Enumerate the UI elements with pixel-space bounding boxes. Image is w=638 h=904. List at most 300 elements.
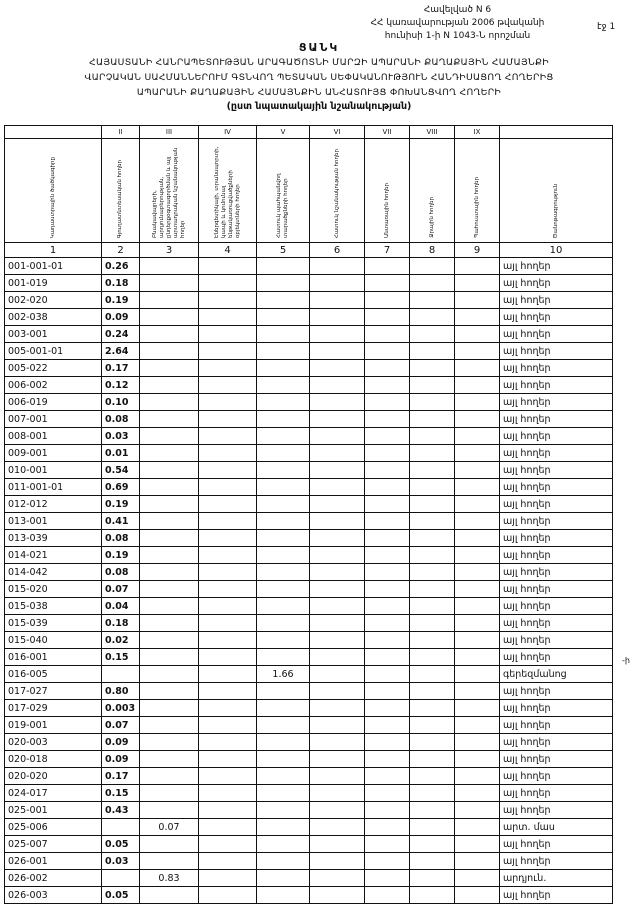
table-row [5,479,613,496]
cadastral-code-cell: 005-022 [5,360,102,377]
settlement-industrial-land-cell [140,428,199,445]
roman-header-cell [5,126,102,139]
forest-land-cell [365,717,410,734]
protected-area-land-cell [257,326,310,343]
column-number-cell: 1 [5,243,102,258]
special-purpose-land-cell [310,428,365,445]
protected-area-land-cell [257,462,310,479]
forest-land-cell [365,666,410,683]
energy-transport-land-cell [199,258,257,275]
special-purpose-land-cell [310,819,365,836]
special-purpose-land-cell [310,853,365,870]
reserve-land-cell [455,309,500,326]
note-cell: այլ հողեր [500,326,613,343]
forest-land-cell [365,258,410,275]
agricultural-land-cell: 0.10 [102,394,140,411]
forest-land-cell [365,411,410,428]
special-purpose-land-cell [310,343,365,360]
special-purpose-land-cell [310,615,365,632]
note-cell: այլ հողեր [500,802,613,819]
cadastral-code-cell: 017-029 [5,700,102,717]
note-cell: այլ հողեր [500,360,613,377]
settlement-industrial-land-cell [140,513,199,530]
agricultural-land-cell: 0.05 [102,836,140,853]
forest-land-cell [365,802,410,819]
forest-land-cell [365,734,410,751]
cadastral-code-cell: 015-020 [5,581,102,598]
reserve-land-cell [455,615,500,632]
water-land-cell [410,513,455,530]
forest-land-cell [365,377,410,394]
energy-transport-land-cell [199,377,257,394]
cadastral-code-cell: 005-001-01 [5,343,102,360]
column-header-label: Անտառային հողեր [383,183,390,238]
reserve-land-cell [455,887,500,904]
cadastral-code-cell: 002-038 [5,309,102,326]
reserve-land-cell [455,275,500,292]
reserve-land-cell [455,717,500,734]
reserve-land-cell [455,564,500,581]
column-header-label: Ծանոթագրություն [552,183,559,238]
energy-transport-land-cell [199,428,257,445]
column-header-cell [5,139,102,243]
agricultural-land-cell: 0.41 [102,513,140,530]
reserve-land-cell [455,377,500,394]
energy-transport-land-cell [199,666,257,683]
roman-header-cell: VI [310,126,365,139]
margin-mark: -ի [622,656,630,665]
reserve-land-cell [455,598,500,615]
water-land-cell [410,836,455,853]
roman-header-cell: VIII [410,126,455,139]
table-row [5,394,613,411]
special-purpose-land-cell [310,598,365,615]
roman-header-cell: IX [455,126,500,139]
column-header-label: Կադաստրային ծածկագիրը [49,156,56,238]
cadastral-code-cell: 017-027 [5,683,102,700]
settlement-industrial-land-cell [140,836,199,853]
special-purpose-land-cell [310,717,365,734]
forest-land-cell [365,428,410,445]
agricultural-land-cell: 0.09 [102,309,140,326]
water-land-cell [410,615,455,632]
column-header-label: Հատուկ պահպանվող տարածքների հողեր [276,173,289,238]
note-cell: այլ հողեր [500,564,613,581]
energy-transport-land-cell [199,581,257,598]
agricultural-land-cell: 0.003 [102,700,140,717]
note-cell: այլ հողեր [500,785,613,802]
note-cell: այլ հողեր [500,598,613,615]
column-header-row [5,139,613,243]
water-land-cell [410,751,455,768]
water-land-cell [410,343,455,360]
forest-land-cell [365,326,410,343]
reserve-land-cell [455,666,500,683]
settlement-industrial-land-cell [140,326,199,343]
note-cell: այլ հողեր [500,734,613,751]
water-land-cell [410,632,455,649]
forest-land-cell [365,870,410,887]
agricultural-land-cell: 0.69 [102,479,140,496]
forest-land-cell [365,530,410,547]
water-land-cell [410,428,455,445]
reserve-land-cell [455,632,500,649]
reserve-land-cell [455,513,500,530]
annex-decision-line: ՀՀ կառավարության 2006 թվականի [370,18,545,28]
settlement-industrial-land-cell [140,887,199,904]
energy-transport-land-cell [199,360,257,377]
cadastral-code-cell: 009-001 [5,445,102,462]
energy-transport-land-cell [199,598,257,615]
settlement-industrial-land-cell [140,530,199,547]
cadastral-code-cell: 001-019 [5,275,102,292]
note-cell: արդյուն. [500,870,613,887]
forest-land-cell [365,343,410,360]
protected-area-land-cell [257,598,310,615]
cadastral-code-cell: 006-019 [5,394,102,411]
reserve-land-cell [455,785,500,802]
agricultural-land-cell: 0.08 [102,530,140,547]
forest-land-cell [365,853,410,870]
protected-area-land-cell [257,360,310,377]
protected-area-land-cell: 1.66 [257,666,310,683]
agricultural-land-cell: 0.07 [102,581,140,598]
settlement-industrial-land-cell [140,802,199,819]
reserve-land-cell [455,292,500,309]
page-number: էջ 1 [597,22,616,32]
column-number-cell: 4 [199,243,257,258]
settlement-industrial-land-cell [140,292,199,309]
table-row [5,632,613,649]
table-row [5,530,613,547]
agricultural-land-cell: 0.17 [102,360,140,377]
reserve-land-cell [455,360,500,377]
settlement-industrial-land-cell [140,360,199,377]
cadastral-code-cell: 006-002 [5,377,102,394]
protected-area-land-cell [257,343,310,360]
protected-area-land-cell [257,700,310,717]
column-header-cell [410,139,455,243]
note-cell: այլ հողեր [500,462,613,479]
title-subtitle: (ըստ նպատակային նշանակության) [226,101,412,112]
protected-area-land-cell [257,785,310,802]
settlement-industrial-land-cell [140,632,199,649]
energy-transport-land-cell [199,343,257,360]
cadastral-code-cell: 016-001 [5,649,102,666]
energy-transport-land-cell [199,479,257,496]
annex-number: Հավելված N 6 [423,5,492,15]
water-land-cell [410,683,455,700]
water-land-cell [410,564,455,581]
protected-area-land-cell [257,649,310,666]
agricultural-land-cell: 0.05 [102,887,140,904]
note-cell: այլ հողեր [500,836,613,853]
cadastral-code-cell: 026-003 [5,887,102,904]
energy-transport-land-cell [199,785,257,802]
settlement-industrial-land-cell [140,683,199,700]
water-land-cell [410,802,455,819]
protected-area-land-cell [257,496,310,513]
column-header-cell [365,139,410,243]
cadastral-code-cell: 025-006 [5,819,102,836]
water-land-cell [410,768,455,785]
reserve-land-cell [455,394,500,411]
special-purpose-land-cell [310,649,365,666]
agricultural-land-cell: 0.09 [102,751,140,768]
column-number-cell: 5 [257,243,310,258]
agricultural-land-cell: 0.19 [102,496,140,513]
settlement-industrial-land-cell [140,598,199,615]
note-cell: այլ հողեր [500,275,613,292]
note-cell: այլ հողեր [500,496,613,513]
special-purpose-land-cell [310,734,365,751]
water-land-cell [410,360,455,377]
agricultural-land-cell: 0.24 [102,326,140,343]
water-land-cell [410,411,455,428]
energy-transport-land-cell [199,445,257,462]
table-row [5,513,613,530]
cadastral-code-cell: 020-018 [5,751,102,768]
protected-area-land-cell [257,394,310,411]
energy-transport-land-cell [199,564,257,581]
forest-land-cell [365,479,410,496]
cadastral-code-cell: 015-038 [5,598,102,615]
energy-transport-land-cell [199,819,257,836]
energy-transport-land-cell [199,683,257,700]
cadastral-code-cell: 020-003 [5,734,102,751]
table-row [5,564,613,581]
note-cell: այլ հողեր [500,768,613,785]
note-cell: այլ հողեր [500,717,613,734]
special-purpose-land-cell [310,513,365,530]
reserve-land-cell [455,445,500,462]
column-header-cell [310,139,365,243]
special-purpose-land-cell [310,360,365,377]
energy-transport-land-cell [199,870,257,887]
settlement-industrial-land-cell [140,309,199,326]
energy-transport-land-cell [199,768,257,785]
agricultural-land-cell: 0.04 [102,598,140,615]
settlement-industrial-land-cell [140,649,199,666]
cadastral-code-cell: 010-001 [5,462,102,479]
energy-transport-land-cell [199,836,257,853]
forest-land-cell [365,564,410,581]
reserve-land-cell [455,326,500,343]
column-header-cell [500,139,613,243]
energy-transport-land-cell [199,530,257,547]
special-purpose-land-cell [310,496,365,513]
table-row [5,751,613,768]
note-cell: այլ հողեր [500,479,613,496]
water-land-cell [410,853,455,870]
agricultural-land-cell: 2.64 [102,343,140,360]
cadastral-code-cell: 011-001-01 [5,479,102,496]
energy-transport-land-cell [199,717,257,734]
note-cell: այլ հողեր [500,394,613,411]
cadastral-code-cell: 001-001-01 [5,258,102,275]
title-line-2: ՎԱՐՉԱԿԱՆ ՍԱՀՄԱՆՆԵՐՈՒՄ ԳՏՆՎՈՂ ՊԵՏԱԿԱՆ ՍԵՓԱԿԱՆՈՒԹՅՈՒՆ ՀԱՆԴԻՍԱՑՈՂ ՀՈՂԵՐԻՑ [84,72,554,83]
column-header-cell [140,139,199,243]
cadastral-code-cell: 024-017 [5,785,102,802]
protected-area-land-cell [257,428,310,445]
settlement-industrial-land-cell [140,377,199,394]
settlement-industrial-land-cell [140,581,199,598]
reserve-land-cell [455,428,500,445]
special-purpose-land-cell [310,632,365,649]
agricultural-land-cell: 0.09 [102,734,140,751]
special-purpose-land-cell [310,479,365,496]
settlement-industrial-land-cell [140,751,199,768]
cadastral-code-cell: 014-021 [5,547,102,564]
forest-land-cell [365,836,410,853]
settlement-industrial-land-cell [140,479,199,496]
column-number-cell: 6 [310,243,365,258]
special-purpose-land-cell [310,564,365,581]
special-purpose-land-cell [310,326,365,343]
reserve-land-cell [455,751,500,768]
water-land-cell [410,598,455,615]
forest-land-cell [365,445,410,462]
note-cell: այլ հողեր [500,292,613,309]
forest-land-cell [365,309,410,326]
land-list-table [4,125,613,904]
note-cell: այլ հողեր [500,615,613,632]
energy-transport-land-cell [199,326,257,343]
forest-land-cell [365,547,410,564]
note-cell: այլ հողեր [500,513,613,530]
table-row [5,666,613,683]
annex-date-line: հունիսի 1-ի N 1043-Ն որոշման [384,31,531,41]
agricultural-land-cell: 0.03 [102,853,140,870]
energy-transport-land-cell [199,649,257,666]
special-purpose-land-cell [310,292,365,309]
agricultural-land-cell: 0.12 [102,377,140,394]
protected-area-land-cell [257,479,310,496]
special-purpose-land-cell [310,768,365,785]
reserve-land-cell [455,411,500,428]
cadastral-code-cell: 002-020 [5,292,102,309]
water-land-cell [410,819,455,836]
agricultural-land-cell: 0.02 [102,632,140,649]
agricultural-land-cell: 0.19 [102,292,140,309]
column-header-label: Հատուկ նշանակության հողեր [333,148,340,238]
title-word: ՑԱՆԿ [298,41,340,54]
special-purpose-land-cell [310,887,365,904]
table-row [5,734,613,751]
roman-header-cell: V [257,126,310,139]
energy-transport-land-cell [199,700,257,717]
settlement-industrial-land-cell [140,496,199,513]
annex-reference [330,4,585,43]
forest-land-cell [365,683,410,700]
special-purpose-land-cell [310,581,365,598]
water-land-cell [410,666,455,683]
reserve-land-cell [455,649,500,666]
protected-area-land-cell [257,411,310,428]
energy-transport-land-cell [199,615,257,632]
forest-land-cell [365,768,410,785]
energy-transport-land-cell [199,547,257,564]
cadastral-code-cell: 025-007 [5,836,102,853]
water-land-cell [410,445,455,462]
roman-header-cell: II [102,126,140,139]
protected-area-land-cell [257,581,310,598]
agricultural-land-cell: 0.80 [102,683,140,700]
column-header-cell [102,139,140,243]
settlement-industrial-land-cell [140,666,199,683]
table-row [5,377,613,394]
reserve-land-cell [455,870,500,887]
water-land-cell [410,581,455,598]
protected-area-land-cell [257,258,310,275]
table-row [5,836,613,853]
roman-header-cell: III [140,126,199,139]
agricultural-land-cell: 0.08 [102,564,140,581]
water-land-cell [410,530,455,547]
settlement-industrial-land-cell [140,445,199,462]
agricultural-land-cell: 0.26 [102,258,140,275]
column-header-label: Ջրային հողեր [428,197,435,238]
column-number-row [5,243,613,258]
energy-transport-land-cell [199,496,257,513]
reserve-land-cell [455,547,500,564]
reserve-land-cell [455,768,500,785]
energy-transport-land-cell [199,462,257,479]
cadastral-code-cell: 015-039 [5,615,102,632]
agricultural-land-cell: 0.15 [102,785,140,802]
settlement-industrial-land-cell [140,700,199,717]
water-land-cell [410,394,455,411]
agricultural-land-cell: 0.17 [102,768,140,785]
note-cell: արտ. մաս [500,819,613,836]
table-row [5,683,613,700]
special-purpose-land-cell [310,394,365,411]
forest-land-cell [365,462,410,479]
settlement-industrial-land-cell [140,343,199,360]
reserve-land-cell [455,258,500,275]
note-cell: այլ հողեր [500,887,613,904]
forest-land-cell [365,751,410,768]
protected-area-land-cell [257,734,310,751]
special-purpose-land-cell [310,802,365,819]
protected-area-land-cell [257,530,310,547]
column-number-cell: 10 [500,243,613,258]
roman-header-cell: VII [365,126,410,139]
column-header-cell [455,139,500,243]
table-row [5,598,613,615]
special-purpose-land-cell [310,700,365,717]
settlement-industrial-land-cell [140,394,199,411]
note-cell: այլ հողեր [500,581,613,598]
column-header-label: Բնակավայրերի, արդյունաբերության, ընդերքօգտագործման և այլ արտադրական նշանակության հողեր [151,147,186,238]
column-header-label: Գյուղատնտեսական հողեր [117,159,123,238]
forest-land-cell [365,581,410,598]
column-header-cell [257,139,310,243]
agricultural-land-cell: 0.19 [102,547,140,564]
protected-area-land-cell [257,836,310,853]
note-cell: այլ հողեր [500,547,613,564]
protected-area-land-cell [257,768,310,785]
protected-area-land-cell [257,887,310,904]
roman-header-row [5,126,613,139]
table-row [5,360,613,377]
title-line-3: ԱՊԱՐԱՆԻ ՔԱՂԱՔԱՅԻՆ ՀԱՄԱՅՆՔԻՆ ԱՆՀԱՏՈՒՅՑ ՓՈԽԱՆՑՎՈՂ ՀՈՂԵՐԻ [136,87,502,98]
special-purpose-land-cell [310,445,365,462]
agricultural-land-cell: 0.54 [102,462,140,479]
water-land-cell [410,547,455,564]
reserve-land-cell [455,496,500,513]
forest-land-cell [365,615,410,632]
